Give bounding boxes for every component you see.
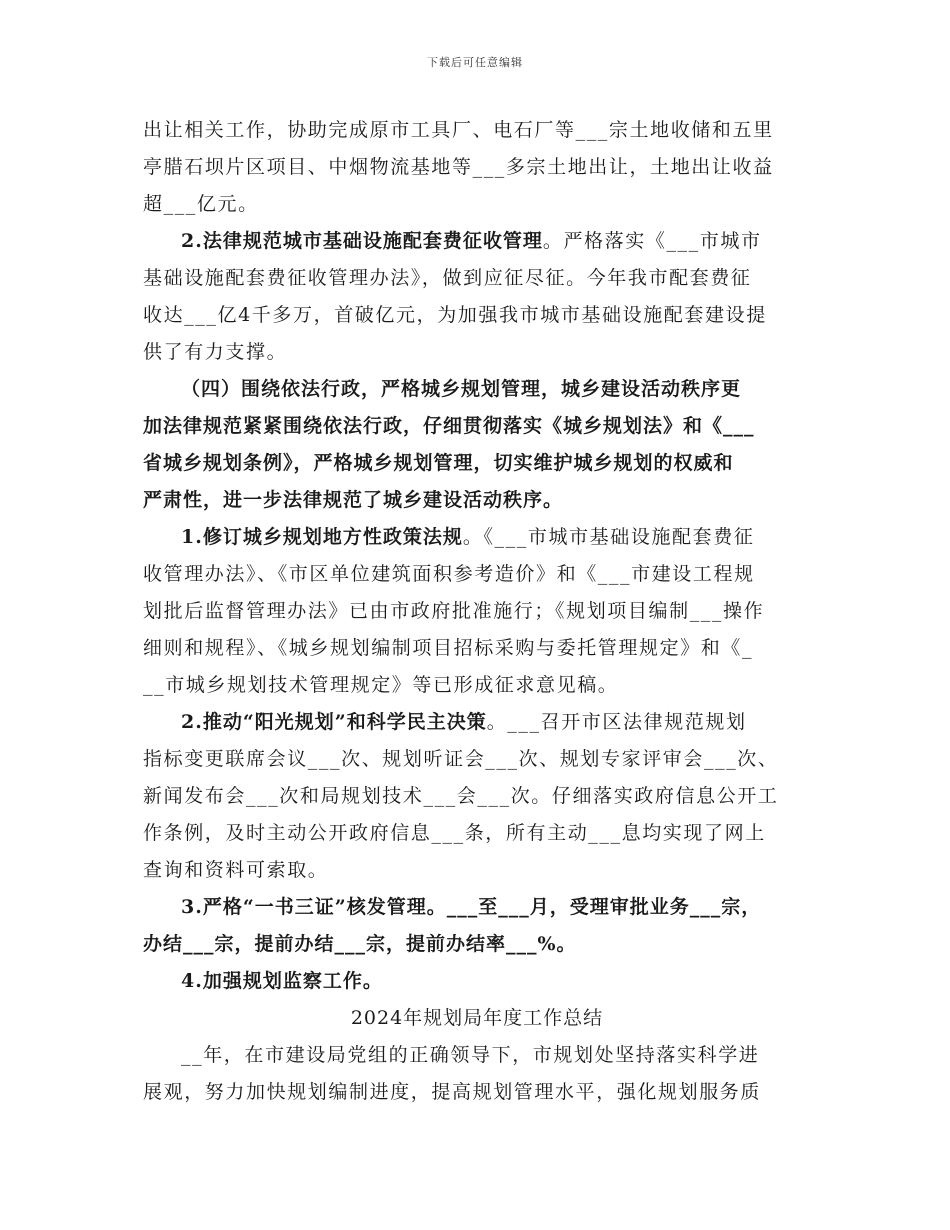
text-line — [143, 667, 811, 704]
text-line — [143, 1074, 811, 1111]
bold-text-segment: （四）围绕依法行政，严格城乡规划管理，城乡建设活动秩序更 — [181, 378, 742, 400]
text-line — [143, 926, 811, 963]
text-segment: 。___召开市区法律规范规划 — [486, 711, 747, 733]
text-line — [143, 371, 811, 408]
text-segment: 新闻发布会___次和局规划技术___会___次。仔细落实政府信息公开工 — [143, 785, 779, 807]
text-segment: __年，在市建设局党组的正确领导下，市规划处坚持落实科学进 — [181, 1044, 760, 1066]
text-segment: 出让相关工作，协助完成原市工具厂、电石厂等___宗土地收储和五里 — [143, 119, 774, 141]
text-line — [143, 815, 811, 852]
text-segment: 指标变更联席会议___次、规划听证会___次、规划专家评审会___次、 — [143, 748, 779, 770]
bold-text-segment: 4.加强规划监察工作。 — [181, 970, 383, 992]
text-line — [143, 482, 811, 519]
text-segment: 收达___亿4千多万，首破亿元，为加强我市城市基础设施配套建设提 — [143, 304, 767, 326]
text-line — [143, 852, 811, 889]
text-line — [143, 630, 811, 667]
text-line — [143, 519, 811, 556]
text-segment: 划批后监督管理办法》已由市政府批准施行；《规划项目编制___操作 — [143, 600, 765, 622]
bold-text-segment: 省城乡规划条例》，严格城乡规划管理，切实维护城乡规划的权威和 — [143, 452, 734, 474]
text-segment: 。《___市城市基础设施配套费征 — [462, 526, 755, 548]
text-segment: 超___亿元。 — [143, 193, 259, 215]
document-body — [143, 112, 811, 1111]
text-line — [143, 593, 811, 630]
text-line — [143, 260, 811, 297]
text-line — [143, 334, 811, 371]
text-line — [143, 149, 811, 186]
text-line — [143, 445, 811, 482]
page-header-note: 下载后可任意编辑 — [427, 56, 523, 69]
text-line — [143, 223, 811, 260]
text-segment: 展观，努力加快规划编制进度，提高规划管理水平，强化规划服务质 — [143, 1081, 762, 1103]
bold-text-segment: 2.推动“阳光规划”和科学民主决策 — [181, 711, 487, 733]
section-title — [143, 1000, 811, 1037]
text-segment: 收管理办法》、《市区单位建筑面积参考造价》和《___市建设工程规 — [143, 563, 755, 585]
text-line — [143, 112, 811, 149]
bold-text-segment: 3.严格“一书三证”核发管理。___至___月，受理审批业务___宗， — [181, 896, 762, 918]
text-segment: 作条例，及时主动公开政府信息___条，所有主动___息均实现了网上 — [143, 822, 766, 844]
text-line — [143, 408, 811, 445]
text-line — [143, 778, 811, 815]
text-segment: 基础设施配套费征收管理办法》，做到应征尽征。今年我市配套费征 — [143, 267, 752, 289]
text-line — [143, 889, 811, 926]
text-line — [143, 297, 811, 334]
text-segment: 亭腊石坝片区项目、中烟物流基地等___多宗土地出让，土地出让收益 — [143, 156, 774, 178]
text-line — [143, 556, 811, 593]
text-segment: 。严格落实《___市城市 — [542, 230, 762, 252]
bold-text-segment: 1.修订城乡规划地方性政策法规 — [181, 526, 463, 548]
bold-text-segment: 严肃性，进一步法律规范了城乡建设活动秩序。 — [143, 489, 564, 511]
text-line — [143, 704, 811, 741]
text-line — [143, 186, 811, 223]
text-segment: __市城乡规划技术管理规定》等已形成征求意见稿。 — [143, 674, 619, 696]
bold-text-segment: 加法律规范紧紧围绕依法行政，仔细贯彻落实《城乡规划法》和《___ — [143, 415, 755, 437]
text-segment: 供了有力支撑。 — [143, 341, 288, 363]
text-line — [143, 1037, 811, 1074]
bold-text-segment: 2.法律规范城市基础设施配套费征收管理 — [181, 230, 543, 252]
bold-text-segment: 办结___宗，提前办结___宗，提前办结率___%。 — [143, 933, 577, 955]
text-line — [143, 741, 811, 778]
text-segment: 细则和规程》、《城乡规划编制项目招标采购与委托管理规定》和《_ — [143, 637, 754, 659]
text-segment: 查询和资料可索取。 — [143, 859, 329, 881]
text-line — [143, 963, 811, 1000]
text-segment: 2024年规划局年度工作总结 — [350, 1007, 604, 1029]
